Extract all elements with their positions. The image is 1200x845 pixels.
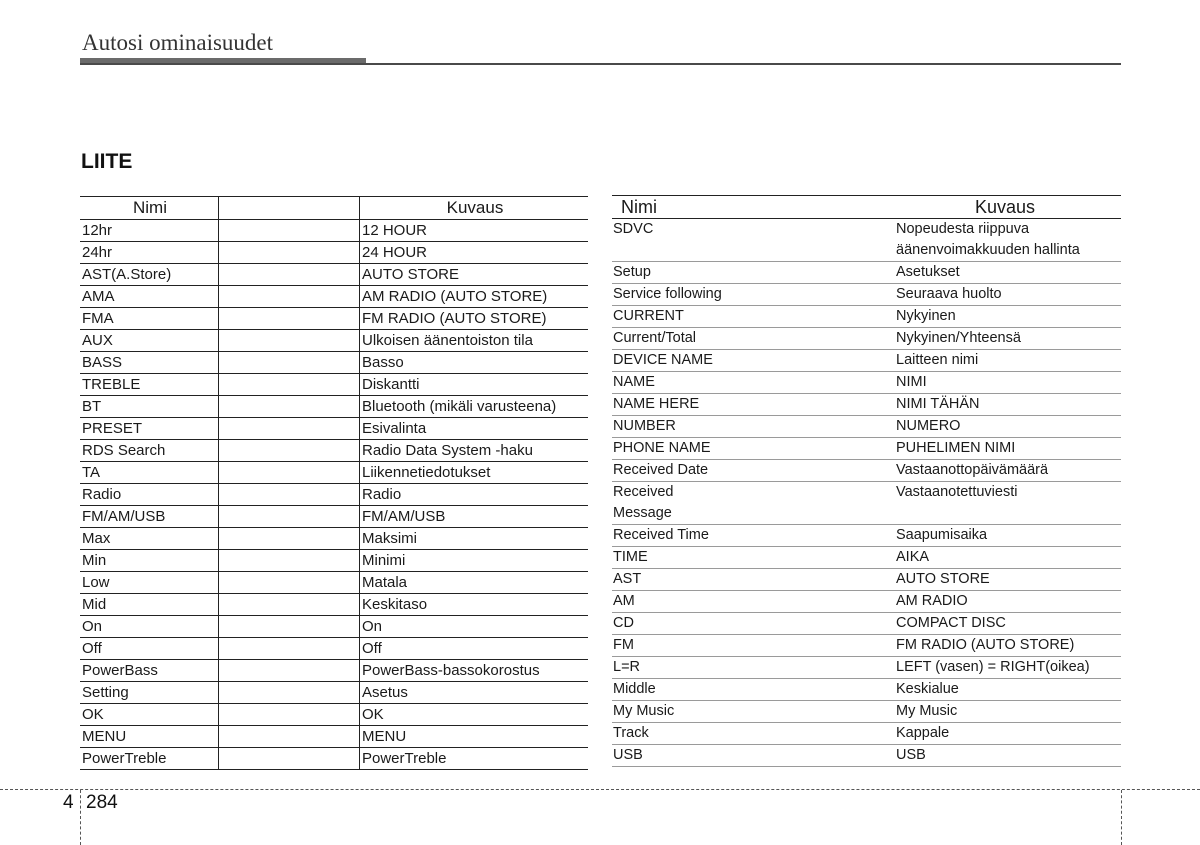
row-name: USB <box>613 747 643 763</box>
row-description: Vastaanotettuviesti <box>896 484 1018 500</box>
table-row <box>80 264 588 286</box>
row-description: NIMI TÄHÄN <box>896 396 980 412</box>
footer-left-divider <box>80 790 81 845</box>
row-description: AUTO STORE <box>896 571 990 587</box>
row-description: My Music <box>896 703 958 719</box>
empty-cell <box>219 374 360 395</box>
table-row <box>80 396 588 418</box>
empty-cell <box>219 682 360 703</box>
table-row <box>80 374 588 396</box>
empty-cell <box>219 264 360 285</box>
row-name: Off <box>80 638 219 659</box>
row-description: Diskantti <box>362 376 420 393</box>
row-description: AM RADIO (AUTO STORE) <box>362 288 548 305</box>
row-name: Radio <box>80 484 219 505</box>
table-row <box>80 748 588 770</box>
empty-cell <box>219 308 360 329</box>
column-header-name: Nimi <box>621 197 657 217</box>
row-name: AST(A.Store) <box>80 264 219 285</box>
table-row <box>80 704 588 726</box>
row-name: Setting <box>80 682 219 703</box>
row-description: PowerTreble <box>362 750 447 767</box>
row-description: Minimi <box>362 552 406 569</box>
row-name: Min <box>80 550 219 571</box>
row-name: My Music <box>613 703 675 719</box>
row-description: AM RADIO <box>896 593 968 609</box>
row-description: Kappale <box>896 725 950 741</box>
table-row <box>80 660 588 682</box>
table-header-row <box>612 196 1121 219</box>
row-name: AUX <box>80 330 219 351</box>
table-row <box>612 701 1121 723</box>
table-row <box>612 284 1121 306</box>
row-description: Bluetooth (mikäli varusteena) <box>362 398 557 415</box>
empty-cell <box>219 220 360 241</box>
row-description: Liikennetiedotukset <box>362 464 491 481</box>
empty-cell <box>219 330 360 351</box>
row-description: Nopeudesta riippuva äänenvoimakkuuden hallinta <box>896 221 1080 258</box>
row-name: AMA <box>80 286 219 307</box>
table-row <box>80 572 588 594</box>
row-description: Basso <box>362 354 404 371</box>
row-description: COMPACT DISC <box>896 615 1006 631</box>
row-name: FM/AM/USB <box>80 506 219 527</box>
table-row <box>80 286 588 308</box>
table-row <box>612 372 1121 394</box>
table-row <box>612 745 1121 767</box>
table-row <box>612 328 1121 350</box>
row-name: L=R <box>613 659 641 675</box>
table-row <box>80 330 588 352</box>
table-row <box>612 547 1121 569</box>
row-description: Matala <box>362 574 408 591</box>
row-description: 12 HOUR <box>362 222 428 239</box>
row-name: CD <box>613 615 634 631</box>
empty-cell <box>219 748 360 769</box>
page-number: 284 <box>86 792 118 813</box>
row-description: PUHELIMEN NIMI <box>896 440 1016 456</box>
row-description: Esivalinta <box>362 420 427 437</box>
table-row <box>612 438 1121 460</box>
row-description: Seuraava huolto <box>896 286 1002 302</box>
table-row <box>80 682 588 704</box>
row-name: Mid <box>80 594 219 615</box>
table-row <box>612 460 1121 482</box>
row-description: On <box>362 618 383 635</box>
row-name: TREBLE <box>80 374 219 395</box>
row-description: OK <box>362 706 384 723</box>
empty-cell <box>219 528 360 549</box>
row-name: Track <box>613 725 649 741</box>
row-name: CURRENT <box>613 308 684 324</box>
table-row <box>612 657 1121 679</box>
row-name: NUMBER <box>613 418 676 434</box>
row-description: LEFT (vasen) = RIGHT(oikea) <box>896 659 1090 675</box>
row-name: Max <box>80 528 219 549</box>
row-description: Nykyinen <box>896 308 956 324</box>
table-row <box>612 613 1121 635</box>
column-header-description: Kuvaus <box>975 197 1036 217</box>
chapter-number: 4 <box>63 792 74 813</box>
table-row <box>80 484 588 506</box>
empty-cell <box>219 352 360 373</box>
table-row <box>80 220 588 242</box>
row-description: Asetus <box>362 684 408 701</box>
row-description: MENU <box>362 728 407 745</box>
row-description: Nykyinen/Yhteensä <box>896 330 1021 346</box>
table-row <box>80 440 588 462</box>
section-title: LIITE <box>81 150 133 173</box>
table-row <box>612 525 1121 547</box>
table-row <box>80 308 588 330</box>
row-description: FM RADIO (AUTO STORE) <box>362 310 547 327</box>
row-name: Received Date <box>613 462 709 478</box>
table-header-row <box>80 197 588 220</box>
row-description: Saapumisaika <box>896 527 988 543</box>
table-row <box>80 506 588 528</box>
row-description: AIKA <box>896 549 930 565</box>
row-name: Received Time <box>613 527 709 543</box>
table-row <box>612 723 1121 745</box>
table-row <box>80 594 588 616</box>
row-name: 24hr <box>80 242 219 263</box>
empty-cell <box>219 506 360 527</box>
row-name: Low <box>80 572 219 593</box>
row-name: NAME HERE <box>613 396 700 412</box>
right-glossary-table <box>612 195 1121 767</box>
row-name: SDVC <box>613 221 654 237</box>
empty-cell <box>219 462 360 483</box>
empty-cell <box>219 594 360 615</box>
row-name: RDS Search <box>80 440 219 461</box>
table-row <box>612 416 1121 438</box>
row-name: PowerBass <box>80 660 219 681</box>
empty-cell <box>219 638 360 659</box>
column-header-description: Kuvaus <box>446 198 504 217</box>
column-header-name: Nimi <box>80 197 219 219</box>
row-description: Asetukset <box>896 264 960 280</box>
empty-cell <box>219 572 360 593</box>
empty-cell <box>219 396 360 417</box>
table-row <box>80 352 588 374</box>
table-row <box>612 306 1121 328</box>
table-row <box>612 482 1121 525</box>
table-row <box>612 635 1121 657</box>
empty-cell <box>219 286 360 307</box>
row-name: Current/Total <box>613 330 697 346</box>
row-description: USB <box>896 747 926 763</box>
row-description: Keskitaso <box>362 596 428 613</box>
table-row <box>80 616 588 638</box>
empty-cell <box>219 616 360 637</box>
row-name: PRESET <box>80 418 219 439</box>
row-description: FM RADIO (AUTO STORE) <box>896 637 1075 653</box>
row-name: BASS <box>80 352 219 373</box>
row-description: AUTO STORE <box>362 266 459 283</box>
row-name: Service following <box>613 286 722 302</box>
footer-dashed-rule <box>0 789 1200 790</box>
empty-cell <box>219 704 360 725</box>
row-name: FM <box>613 637 634 653</box>
row-description: Maksimi <box>362 530 417 547</box>
row-name: TA <box>80 462 219 483</box>
row-name: OK <box>80 704 219 725</box>
row-description: Off <box>362 640 382 657</box>
footer-right-divider <box>1121 790 1122 845</box>
row-name: 12hr <box>80 220 219 241</box>
row-name: AM <box>613 593 635 609</box>
table-row <box>80 418 588 440</box>
row-name: Setup <box>613 264 651 280</box>
row-description: FM/AM/USB <box>362 508 446 525</box>
empty-cell <box>219 550 360 571</box>
row-name: NAME <box>613 374 655 390</box>
row-description: Keskialue <box>896 681 959 697</box>
row-description: Vastaanottopäivämäärä <box>896 462 1049 478</box>
row-name: TIME <box>613 549 648 565</box>
table-row <box>612 350 1121 372</box>
row-name: Middle <box>613 681 656 697</box>
table-row <box>80 528 588 550</box>
left-glossary-table <box>80 196 588 770</box>
table-row <box>80 726 588 748</box>
row-name: BT <box>80 396 219 417</box>
row-description: Radio <box>362 486 402 503</box>
row-name: Received Message <box>613 484 674 521</box>
empty-cell <box>219 440 360 461</box>
row-description: Ulkoisen äänentoiston tila <box>362 332 533 349</box>
row-name: On <box>80 616 219 637</box>
right-table-body <box>612 219 1121 767</box>
row-name: FMA <box>80 308 219 329</box>
empty-column <box>219 197 360 219</box>
row-description: NUMERO <box>896 418 961 434</box>
row-description: NIMI <box>896 374 927 390</box>
table-row <box>80 550 588 572</box>
row-name: AST <box>613 571 642 587</box>
empty-cell <box>219 484 360 505</box>
table-row <box>80 638 588 660</box>
empty-cell <box>219 660 360 681</box>
table-row <box>612 394 1121 416</box>
row-description: PowerBass-bassokorostus <box>362 662 540 679</box>
row-description: Radio Data System -haku <box>362 442 533 459</box>
table-row <box>80 462 588 484</box>
empty-cell <box>219 418 360 439</box>
table-row <box>80 242 588 264</box>
table-row <box>612 679 1121 701</box>
row-name: MENU <box>80 726 219 747</box>
table-row <box>612 219 1121 262</box>
row-name: DEVICE NAME <box>613 352 713 368</box>
table-row <box>612 591 1121 613</box>
row-name: PowerTreble <box>80 748 219 769</box>
table-row <box>612 569 1121 591</box>
row-description: Laitteen nimi <box>896 352 979 368</box>
left-table-body <box>80 220 588 770</box>
header-rule <box>80 63 1121 65</box>
row-name: PHONE NAME <box>613 440 711 456</box>
table-row <box>612 262 1121 284</box>
page-header-title: Autosi ominaisuudet <box>82 30 274 55</box>
row-description: 24 HOUR <box>362 244 428 261</box>
empty-cell <box>219 242 360 263</box>
empty-cell <box>219 726 360 747</box>
